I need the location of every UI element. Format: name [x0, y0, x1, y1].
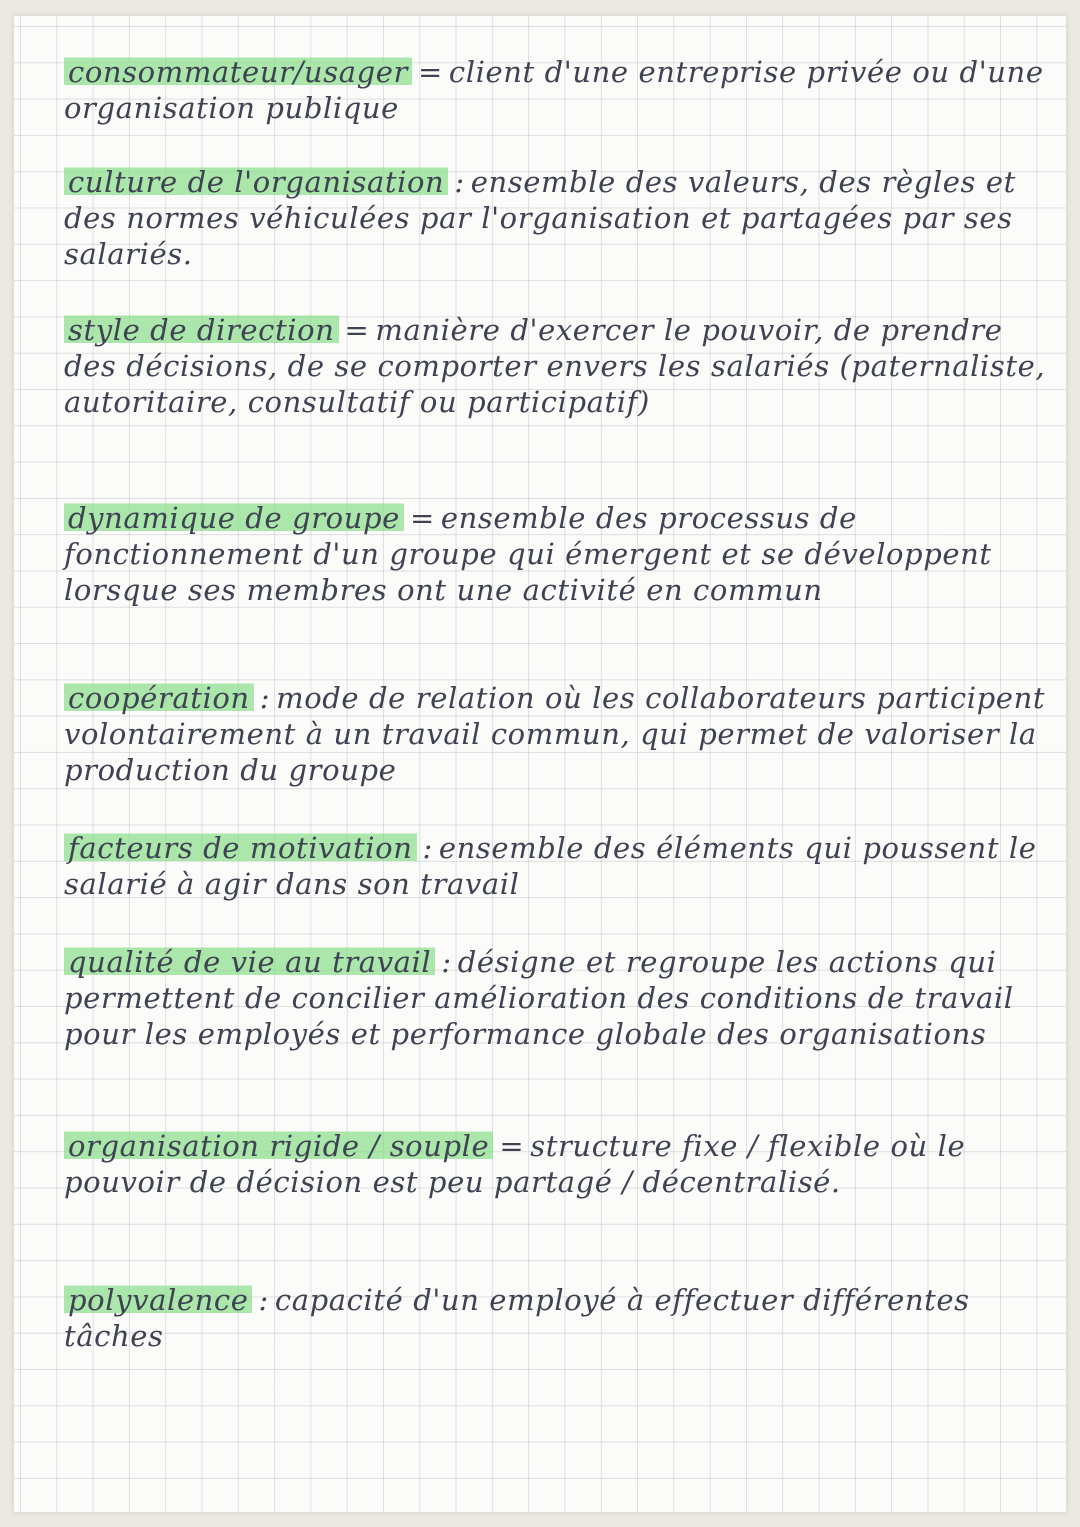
definition-text: ensemble des processus de fonctionnement d'un groupe qui émergent et se développent lorsque ses membres ont une activité en commun [64, 501, 992, 607]
term-highlight: consommateur/usager [64, 55, 412, 89]
definition-entry-dynamique [64, 500, 1054, 608]
separator: = [499, 1129, 525, 1163]
separator: : [258, 1283, 269, 1317]
definition-entry-organisation [64, 1128, 1054, 1200]
term-highlight: qualité de vie au travail [64, 945, 435, 979]
separator: = [417, 55, 443, 89]
definition-entry-qualite-vie [64, 944, 1054, 1052]
separator: : [441, 945, 452, 979]
separator: = [409, 501, 435, 535]
definition-entry-motivation [64, 830, 1054, 902]
term-highlight: polyvalence [64, 1283, 252, 1317]
definition-text: ensemble des valeurs, des règles et des normes véhiculées par l'organisation et partagées par ses salariés. [64, 165, 1016, 271]
definition-text: structure fixe / flexible où le pouvoir de décision est peu partagé / décentralisé. [64, 1129, 966, 1199]
definition-text: manière d'exercer le pouvoir, de prendre des décisions, de se comporter envers les salariés (paternaliste, autoritaire, consultatif ou participatif) [64, 313, 1046, 419]
term-highlight: coopération [64, 681, 254, 715]
term-highlight: style de direction [64, 313, 339, 347]
definition-entry-polyvalence-final [64, 1282, 1054, 1354]
definition-text: client d'une entreprise privée ou d'une organisation publique [64, 55, 1044, 125]
definition-text: ensemble des éléments qui poussent le salarié à agir dans son travail [64, 831, 1037, 901]
definition-entry-style-direction [64, 312, 1054, 420]
notebook-page [14, 16, 1066, 1512]
separator: : [422, 831, 433, 865]
term-highlight: culture de l'organisation [64, 165, 448, 199]
definition-text: désigne et regroupe les actions qui permettent de concilier amélioration des conditions de travail pour les employés et performance globale des organisations [64, 945, 1014, 1051]
definition-entry-cooperation [64, 680, 1054, 788]
term-highlight: organisation rigide / souple [64, 1129, 493, 1163]
term-highlight: facteurs de motivation [64, 831, 417, 865]
definition-text: capacité d'un employé à effectuer différentes tâches [64, 1283, 970, 1353]
term-highlight: dynamique de groupe [64, 501, 404, 535]
definition-entry-culture [64, 164, 1054, 272]
separator: = [344, 313, 370, 347]
definition-entry-consommateur [64, 54, 1054, 126]
separator: : [454, 165, 465, 199]
definition-text: mode de relation où les collaborateurs participent volontairement à un travail commun, qui permet de valoriser la production du groupe [64, 681, 1046, 787]
separator: : [259, 681, 271, 715]
